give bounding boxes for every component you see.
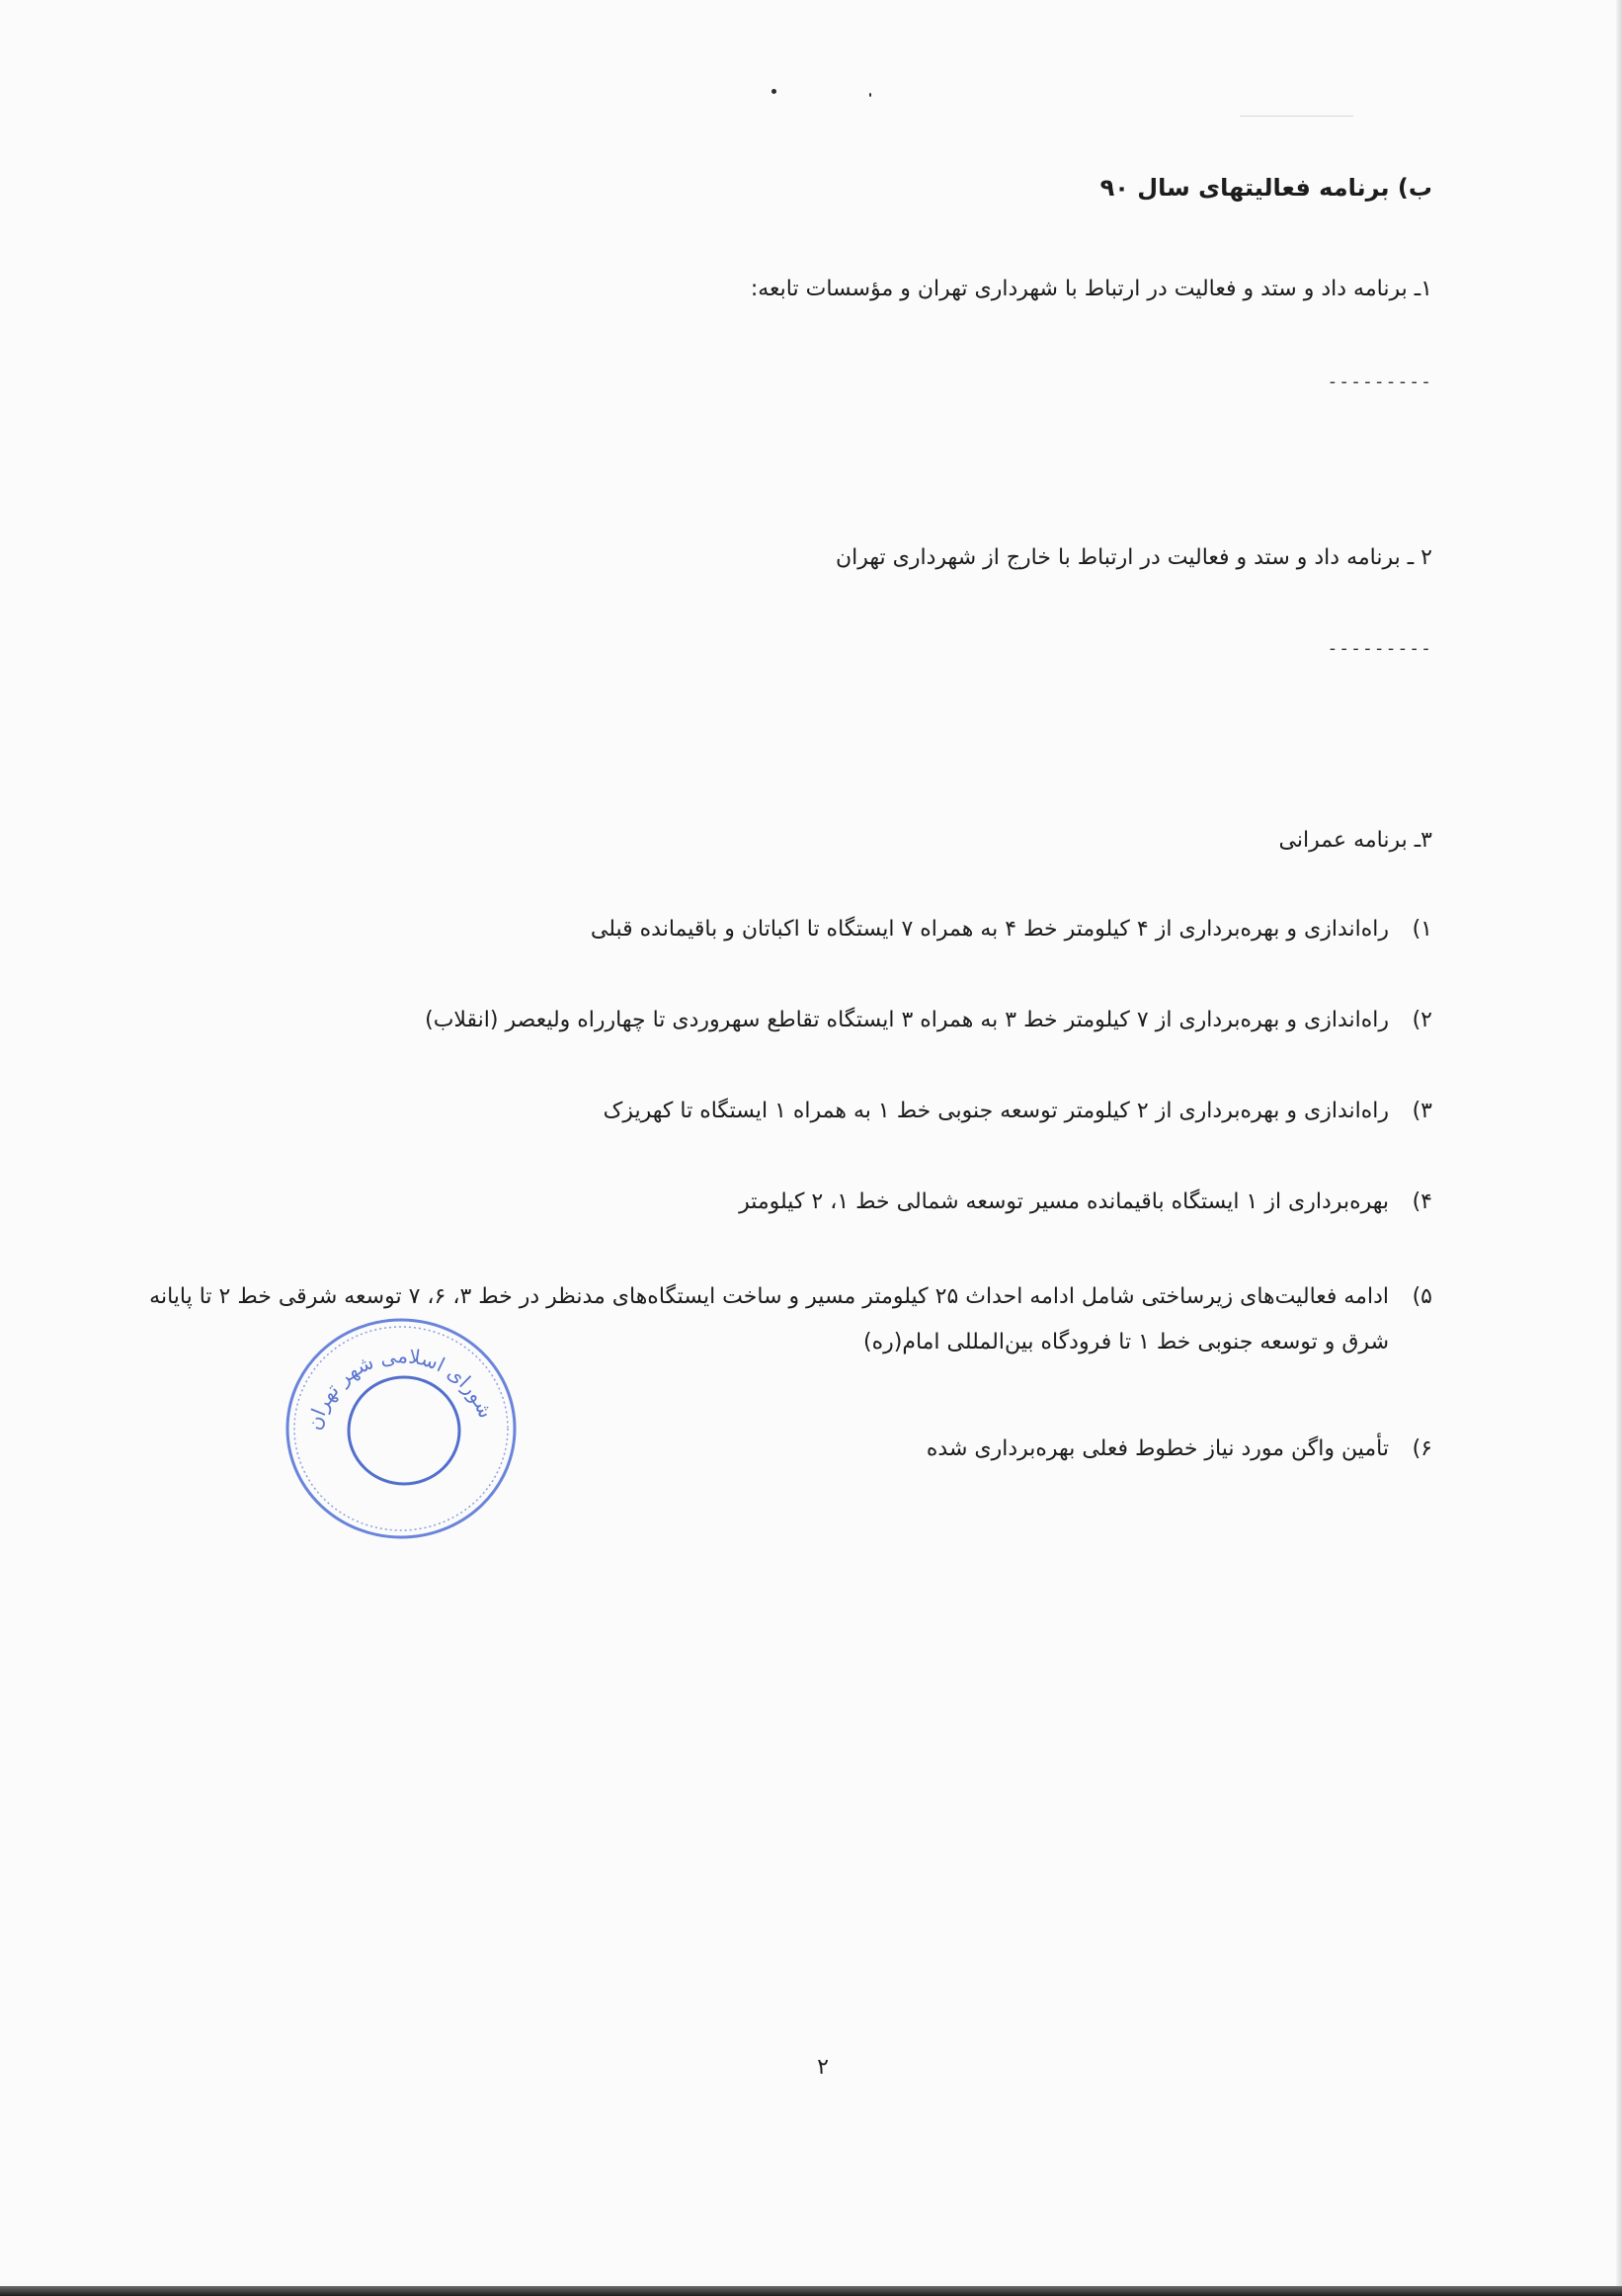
list-item-text: بهره‌برداری از ۱ ایستگاه باقیمانده مسیر توسعه شمالی خط ۱، ۲ کیلومتر [739, 1189, 1389, 1214]
page-edge-shadow [1616, 0, 1622, 2296]
page-number: ۲ [817, 2055, 829, 2080]
list-item-number: ۱) [1412, 917, 1432, 942]
list-item-number: ۴) [1412, 1189, 1432, 1214]
list-item [198, 998, 1432, 1043]
list-item-number: ۳) [1412, 1099, 1432, 1123]
list-item-text: راه‌اندازی و بهره‌برداری از ۲ کیلومتر توسعه جنوبی خط ۱ به همراه ۱ ایستگاه تا کهریزک [603, 1099, 1389, 1123]
council-seal-stamp [282, 1314, 521, 1543]
section1-title: ۱ـ برنامه داد و ستد و فعالیت در ارتباط با شهرداری تهران و مؤسسات تابعه: [750, 277, 1432, 301]
section3-title: ۳ـ برنامه عمرانی [1278, 828, 1432, 853]
list-item-text: راه‌اندازی و بهره‌برداری از ۴ کیلومتر خط ۴ به همراه ۷ ایستگاه تا اکباتان و باقیمانده قبلی [590, 917, 1389, 942]
svg-text:شورای اسلامی شهر تهران: شورای اسلامی شهر تهران [301, 1344, 499, 1433]
list-item-number: ۶) [1412, 1436, 1432, 1461]
list-item-text: راه‌اندازی و بهره‌برداری از ۷ کیلومتر خط ۳ به همراه ۳ ایستگاه تقاطع سهروردی تا چهارراه ولیعصر (انقلاب) [425, 1008, 1389, 1032]
section1-placeholder: --------- [1327, 371, 1432, 392]
list-item-text: تأمین واگن مورد نیاز خطوط فعلی بهره‌برداری شده [926, 1436, 1389, 1461]
section2-title: ۲ ـ برنامه داد و ستد و فعالیت در ارتباط با خارج از شهرداری تهران [836, 545, 1432, 570]
list-item-text: ادامه فعالیت‌های زیرساختی شامل ادامه احداث ۲۵ کیلومتر مسیر و ساخت ایستگاه‌های مدنظر در خط ۳، ۶، ۷ توسعه شرقی خط ۲ تا پایانه شرق و توسعه جنوبی خط ۱ تا فرودگاه بین‌المللی امام(ره) [149, 1284, 1389, 1354]
section-heading: ب) برنامه فعالیتهای سال ۹۰ [1099, 174, 1432, 202]
section2-placeholder: --------- [1327, 638, 1432, 659]
scan-faint-rule [1240, 116, 1353, 117]
list-item [198, 1089, 1432, 1134]
scan-speck [771, 89, 776, 94]
scan-bottom-edge [0, 2286, 1622, 2296]
list-item-number: ۵) [1412, 1284, 1432, 1309]
list-item [198, 907, 1432, 952]
list-item-number: ۲) [1412, 1008, 1432, 1032]
list-item [198, 1180, 1432, 1225]
scan-speck [869, 93, 871, 97]
